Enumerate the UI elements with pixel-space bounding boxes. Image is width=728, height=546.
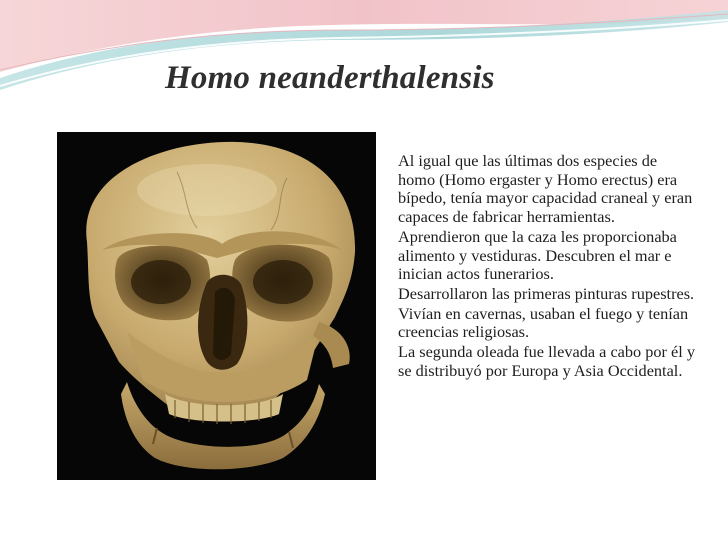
- list-item: [398, 285, 698, 304]
- bullet-text: Vivían en cavernas, usaban el fuego y tenían creencias religiosas.: [398, 303, 689, 342]
- slide-title: Homo neanderthalensis: [165, 60, 495, 96]
- bullet-text: Aprendieron que la caza les proporcionaba alimento y vestiduras. Descubren el mar e inician actos funerarios.: [398, 226, 677, 284]
- skull-photo: [57, 132, 376, 480]
- list-item: [398, 152, 698, 227]
- list-item: [398, 228, 698, 284]
- bullet-text: Desarrollaron las primeras pinturas rupestres.: [398, 283, 695, 303]
- bullet-list: [398, 152, 698, 381]
- list-item: [398, 343, 698, 380]
- list-item: [398, 305, 698, 342]
- bullet-text: La segunda oleada fue llevada a cabo por él y se distribuyó por Europa y Asia Occidental.: [398, 342, 695, 380]
- bullet-text: Al igual que las últimas dos especies de homo (Homo ergaster y Homo erectus) era bípedo, tenía mayor capacidad craneal y eran capaces de fabricar herramientas.: [398, 151, 693, 227]
